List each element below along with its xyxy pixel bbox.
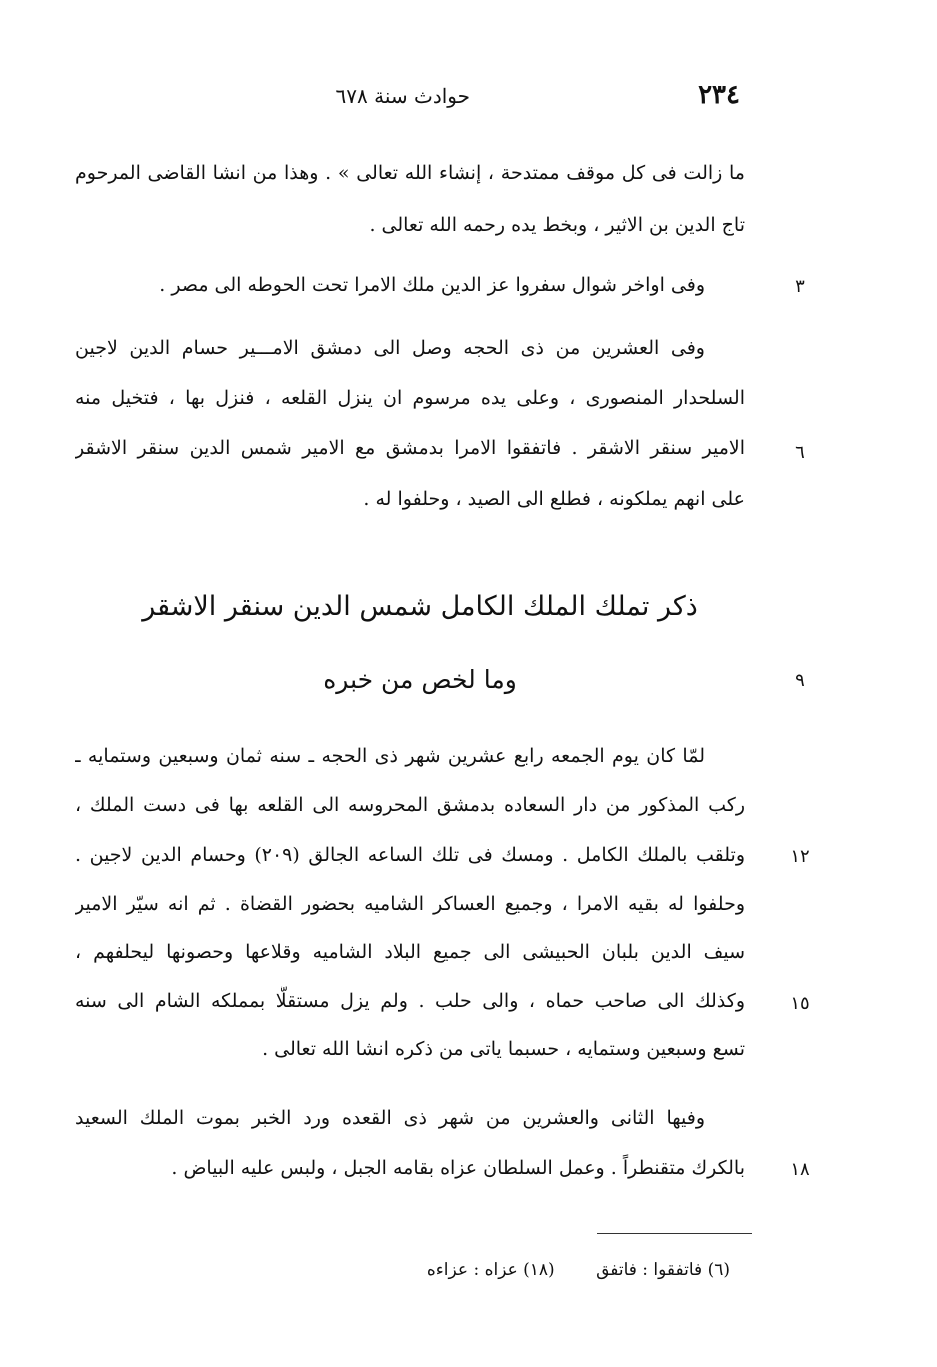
line-marker: ٣: [795, 276, 805, 297]
page-number: ٢٣٤: [698, 80, 740, 110]
text-line: الامير سنقر الاشقر . فاتفقوا الامرا بدمشق مع الامير شمس الدين سنقر الاشقر: [75, 437, 745, 459]
text-line: ركب المذكور من دار السعاده بدمشق المحروسه الى القلعه بها فى دست الملك ،: [75, 794, 745, 816]
line-marker: ١٥: [790, 993, 810, 1014]
section-subheading: وما لخص من خبره: [323, 665, 517, 694]
text-line: سيف الدين بلبان الحبيشى الى جميع البلاد الشاميه وقلاعها وحصونها ليحلفهم ،: [75, 941, 745, 963]
text-line: على انهم يملكونه ، فطلع الى الصيد ، وحلفوا له .: [363, 488, 745, 510]
text-line: لمّا كان يوم الجمعه رابع عشرين شهر ذى الحجه ـ سنه ثمان وسبعين وستمايه ـ: [75, 745, 705, 767]
text-line: السلحدار المنصورى ، وعلى يده مرسوم ان ينزل القلعه ، فنزل بها ، فتخيل منه: [75, 387, 745, 409]
text-line: ما زالت فى كل موقف ممتدحة ، إنشاء الله تعالى » . وهذا من انشا القاضى المرحوم: [75, 162, 745, 184]
footnote-divider: [597, 1233, 752, 1234]
line-marker: ٩: [795, 670, 805, 691]
footnote: (٦) فاتفقوا : فاتفق: [596, 1260, 730, 1280]
running-title: حوادث سنة ٦٧٨: [335, 84, 470, 108]
footnotes: [330, 1260, 730, 1280]
text-line: بالكرك متقنطراً . وعمل السلطان عزاه بقامه الجبل ، ولبس عليه البياض .: [171, 1157, 745, 1179]
text-line: وكذلك الى صاحب حماه ، والى حلب . ولم يزل مستقلًّا بمملكه الشام الى سنه: [75, 990, 745, 1012]
text-line: وفى العشرين من ذى الحجه وصل الى دمشق الامـــير حسام الدين لاجين: [75, 337, 705, 359]
line-marker: ١٨: [790, 1159, 810, 1180]
text-line: وفيها الثانى والعشرين من شهر ذى القعده ورد الخبر بموت الملك السعيد: [75, 1107, 705, 1129]
text-line: وحلفوا له بقيه الامرا ، وجميع العساكر الشاميه بحضور القضاة . ثم انه سيّر الامير: [75, 893, 745, 915]
text-line: وتلقب بالملك الكامل . ومسك فى تلك الساعه الجالق (٢٠٩) وحسام الدين لاجين .: [75, 844, 745, 866]
page-header: [60, 80, 880, 120]
footnote: (١٨) عزاه : عزاءه: [426, 1260, 555, 1280]
line-marker: ٦: [795, 442, 805, 463]
line-marker: ١٢: [790, 846, 810, 867]
section-heading: ذكر تملك الملك الكامل شمس الدين سنقر الاشقر: [142, 591, 698, 622]
text-line: تسع وسبعين وستمايه ، حسبما ياتى من ذكره انشا الله تعالى .: [262, 1038, 745, 1060]
text-line: تاج الدين بن الاثير ، وبخط يده رحمه الله تعالى .: [369, 214, 745, 236]
text-line: وفى اواخر شوال سفروا عز الدين ملك الامرا تحت الحوطه الى مصر .: [159, 274, 705, 296]
